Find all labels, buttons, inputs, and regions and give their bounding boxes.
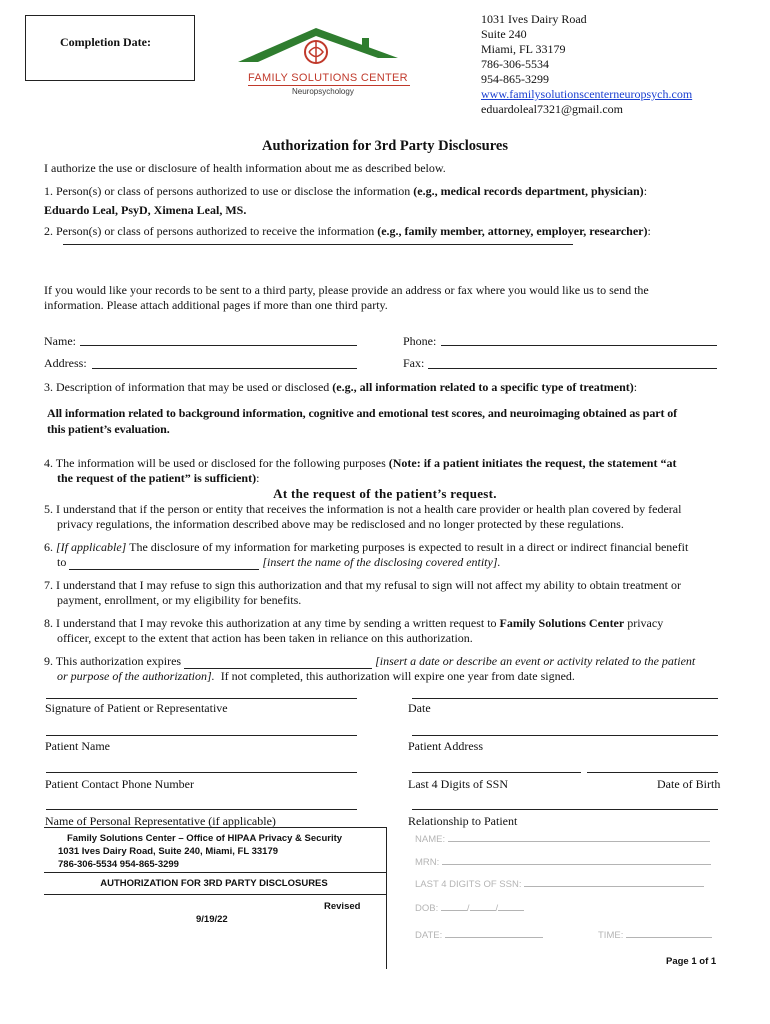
page-title: Authorization for 3rd Party Disclosures xyxy=(262,138,508,154)
website-link[interactable]: www.familysolutionscenterneuropsych.com xyxy=(481,87,693,101)
completion-date-label: Completion Date: xyxy=(60,35,151,49)
item-6-blank[interactable] xyxy=(69,558,259,570)
item-5: 5. I understand that if the person or entity that receives the information is not a health care provider or health plan covered by federal privacy regulations, the information described above may be redisclosed and no longer protected by these regulations. xyxy=(44,502,682,531)
fax-field[interactable] xyxy=(428,368,717,369)
item-9: 9. This authorization expires [insert a date or describe an event or activity related to the patient or purpose of the authorization]. If not completed, this authorization will expire one year from date signed. xyxy=(44,654,696,683)
patient-name-label: Patient Name xyxy=(45,739,110,753)
item-9-blank[interactable] xyxy=(184,657,372,669)
phone-number-line[interactable] xyxy=(46,772,357,773)
item-3: 3. Description of information that may be used or disclosed (e.g., all information related to a specific type of treatment): xyxy=(44,380,638,394)
dob-label: Date of Birth xyxy=(657,777,721,791)
footer-name-field[interactable]: NAME: xyxy=(415,832,710,845)
address-line2: Suite 240 xyxy=(481,27,527,41)
footer-ssn-field[interactable]: LAST 4 DIGITS OF SSN: xyxy=(415,877,704,890)
name-label: Name: xyxy=(44,334,76,348)
item-3-answer[interactable]: All information related to background information, cognitive and emotional test scores, and neuroimaging obtained as part of this patient’s evaluation. xyxy=(47,406,678,436)
completion-date-box[interactable] xyxy=(25,15,195,81)
footer-revised-date: 9/19/22 xyxy=(196,914,228,925)
item-4-cont: the request of the patient” is sufficient): xyxy=(57,471,260,485)
logo xyxy=(228,22,418,98)
footer-revised: Revised xyxy=(324,901,361,912)
item-2-answer-line[interactable] xyxy=(63,244,573,245)
ssn-label: Last 4 Digits of SSN xyxy=(408,777,509,791)
logo-sub: Neuropsychology xyxy=(292,87,354,96)
footer-form-title: AUTHORIZATION FOR 3RD PARTY DISCLOSURES xyxy=(100,878,328,889)
item-2: 2. Person(s) or class of persons authorized to receive the information (e.g., family member, attorney, employer, researcher): xyxy=(44,224,651,238)
address-label: Address: xyxy=(44,356,87,370)
third-party-instructions: If you would like your records to be sent to a third party, please provide an address or fax where you would like us to send the information. Please attach additional pages if more than one third party. xyxy=(44,283,649,312)
phone-1: 786-306-5534 xyxy=(481,57,549,71)
ssn-line[interactable] xyxy=(412,772,581,773)
item-4-answer[interactable]: At the request of the patient’s request. xyxy=(273,486,497,501)
footer-time-field[interactable]: TIME: xyxy=(598,928,712,941)
patient-address-label: Patient Address xyxy=(408,739,483,753)
footer-dob-field[interactable]: DOB: / / xyxy=(415,901,524,914)
item-4: 4. The information will be used or disclosed for the following purposes (Note: if a patient initiates the request, the statement “at xyxy=(44,456,677,470)
footer-org: Family Solutions Center – Office of HIPAA Privacy & Security 1031 Ives Dairy Road, Suite 240, Miami, FL 33179 786-306-5534 954-865-3299 xyxy=(58,833,343,870)
dob-line[interactable] xyxy=(587,772,718,773)
address-field[interactable] xyxy=(92,368,357,369)
relationship-line[interactable] xyxy=(412,809,718,810)
phone-2: 954-865-3299 xyxy=(481,72,549,86)
rep-name-line[interactable] xyxy=(46,809,357,810)
phone-field[interactable] xyxy=(441,345,717,346)
date-label: Date xyxy=(408,701,431,715)
patient-name-line[interactable] xyxy=(46,735,357,736)
signature-label: Signature of Patient or Representative xyxy=(45,701,228,715)
address-block xyxy=(481,12,692,117)
footer-date-field[interactable]: DATE: xyxy=(415,928,543,941)
page-number: Page 1 of 1 xyxy=(666,956,717,967)
relationship-label: Relationship to Patient xyxy=(408,814,518,828)
footer-mrn-field[interactable]: MRN: xyxy=(415,855,711,868)
item-6: 6. [If applicable] The disclosure of my information for marketing purposes is expected to result in a direct or indirect financial benefit to [insert the name of the disclosing covered entity]. xyxy=(44,540,689,569)
footer-divider xyxy=(386,827,387,969)
email: eduardoleal7321@gmail.com xyxy=(481,102,624,116)
address-line1: 1031 Ives Dairy Road xyxy=(481,12,587,26)
date-line[interactable] xyxy=(412,698,718,699)
item-8: 8. I understand that I may revoke this authorization at any time by sending a written request to Family Solutions Center privacy officer, except to the extent that action has been taken in reliance on this authorization. xyxy=(44,616,664,645)
logo-name: FAMILY SOLUTIONS CENTER xyxy=(248,72,408,84)
name-field[interactable] xyxy=(80,345,357,346)
fax-label: Fax: xyxy=(403,356,425,370)
phone-number-label: Patient Contact Phone Number xyxy=(45,777,194,791)
footer-top-rule xyxy=(44,827,386,828)
address-line3: Miami, FL 33179 xyxy=(481,42,566,56)
house-brain-icon xyxy=(228,22,418,76)
item-7: 7. I understand that I may refuse to sign this authorization and that my refusal to sign will not affect my ability to obtain treatment or payment, enrollment, or my eligibility for benefits. xyxy=(44,578,681,607)
item-1-answer[interactable]: Eduardo Leal, PsyD, Ximena Leal, MS. xyxy=(44,203,247,217)
item-1: 1. Person(s) or class of persons authorized to use or disclose the information (e.g., medical records department, physician): xyxy=(44,184,648,198)
rep-name-label: Name of Personal Representative (if applicable) xyxy=(45,814,276,828)
phone-label: Phone: xyxy=(403,334,437,348)
intro-text: I authorize the use or disclosure of health information about me as described below. xyxy=(44,161,446,175)
patient-address-line[interactable] xyxy=(412,735,718,736)
signature-line[interactable] xyxy=(46,698,357,699)
